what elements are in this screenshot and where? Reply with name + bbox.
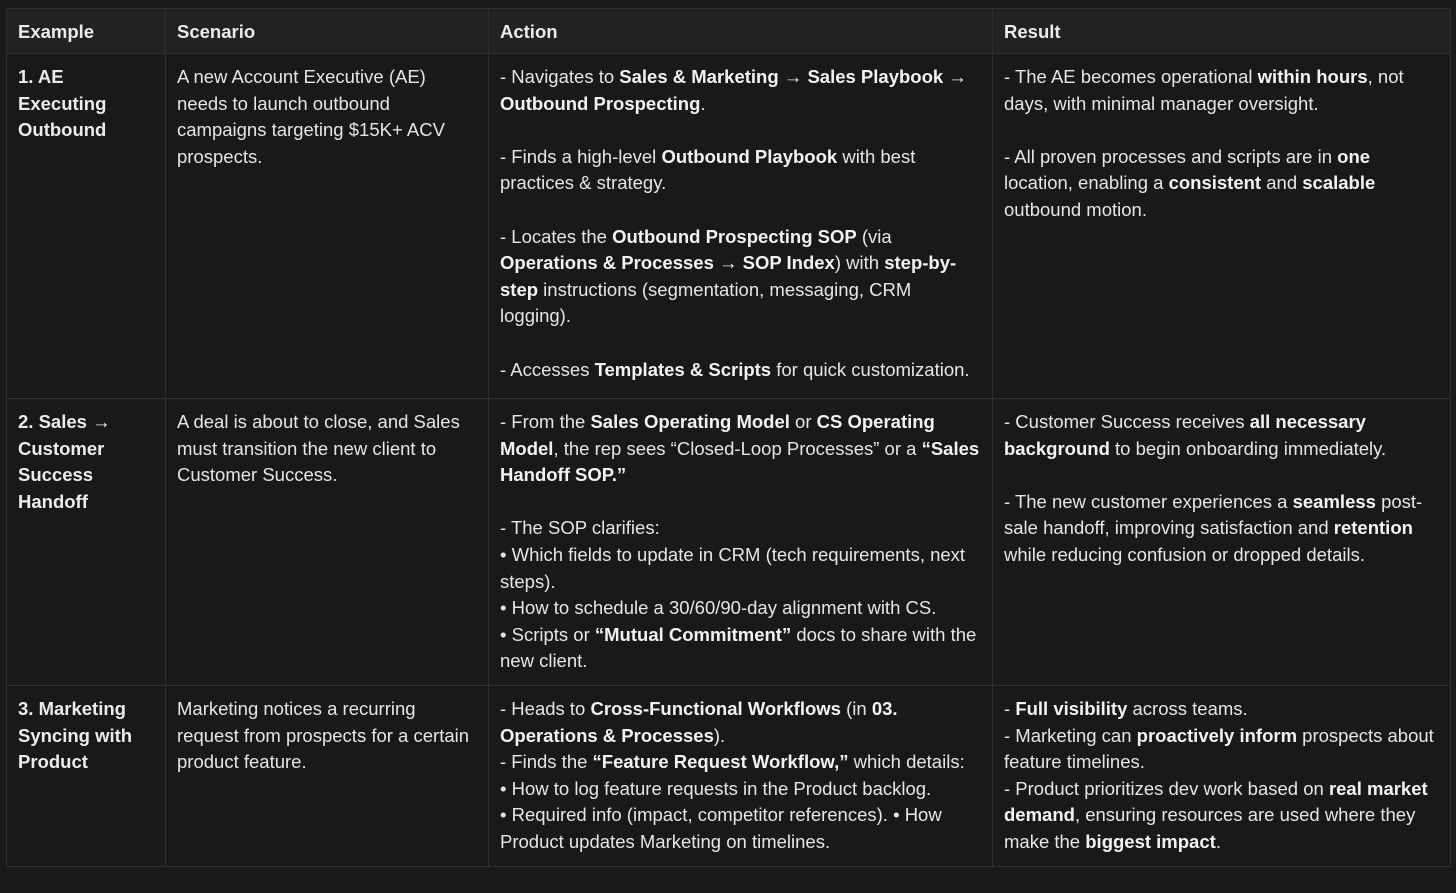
bold-text: real market demand xyxy=(1004,777,1428,826)
text-run: - Customer Success receives xyxy=(1004,411,1250,432)
table-row xyxy=(7,399,1451,686)
text-run: - The new customer experiences a xyxy=(1004,490,1293,512)
bold-text: Sales Playbook xyxy=(807,66,944,87)
text-run: - Finds the xyxy=(500,751,593,773)
cell-paragraph xyxy=(500,696,982,749)
text-run: • How to schedule a 30/60/90-day alignment with CS. xyxy=(500,597,937,619)
bold-text: Outbound Prospecting xyxy=(500,92,701,114)
cell-paragraph xyxy=(1004,723,1440,776)
action-cell xyxy=(489,685,993,866)
example-cell: 1. AE Executing Outbound xyxy=(7,54,166,399)
text-run: across teams. xyxy=(1127,697,1248,719)
text-run: • Which fields to update in CRM (tech requirements, next steps). xyxy=(500,543,966,592)
scenario-cell: Marketing notices a recurring request from prospects for a certain product feature. xyxy=(166,685,489,866)
bold-text: within hours xyxy=(1257,66,1368,87)
text-run: to begin onboarding immediately. xyxy=(1109,437,1387,459)
text-run: . xyxy=(700,92,706,114)
bold-text: SOP Index xyxy=(742,252,835,274)
bold-text: all necessary background xyxy=(1004,411,1366,459)
text-run: • Required info (impact, competitor references). • How Product updates Marketing on timelines. xyxy=(500,804,942,852)
cell-paragraph xyxy=(500,224,982,330)
text-run: • Scripts or xyxy=(500,623,595,645)
result-cell xyxy=(993,685,1451,866)
bold-text: Sales & Marketing xyxy=(619,66,779,87)
paragraph-gap xyxy=(500,117,982,144)
text-run: prospects about feature timelines. xyxy=(1004,724,1434,773)
text-run: → xyxy=(713,252,743,274)
header-action: Action xyxy=(489,9,993,54)
text-run: , ensuring resources are used where they make the xyxy=(1004,804,1416,852)
paragraph-gap xyxy=(1004,462,1440,489)
paragraph-gap xyxy=(1004,117,1440,144)
cell-paragraph xyxy=(1004,64,1440,117)
bold-text: Full visibility xyxy=(1015,697,1128,719)
bold-text: “Sales Handoff SOP.” xyxy=(500,437,980,486)
cell-paragraph xyxy=(500,64,982,117)
text-run: - Locates the xyxy=(500,225,613,247)
text-run: - Heads to xyxy=(500,697,591,719)
result-cell xyxy=(993,399,1451,686)
cell-paragraph xyxy=(500,749,982,776)
text-run: (via xyxy=(856,225,892,247)
text-run: docs to share with the new client. xyxy=(500,623,977,672)
text-run: ). xyxy=(713,724,726,746)
cell-paragraph xyxy=(500,802,982,855)
text-run: → xyxy=(778,66,808,87)
text-run: location, enabling a xyxy=(1004,172,1169,194)
bold-text: consistent xyxy=(1168,172,1262,194)
bold-text: Templates & Scripts xyxy=(594,358,772,380)
text-run: instructions (segmentation, messaging, CRM logging). xyxy=(500,278,912,327)
text-run: . xyxy=(1215,830,1221,852)
bold-text: “Mutual Commitment” xyxy=(594,623,792,645)
text-run: outbound motion. xyxy=(1004,198,1147,220)
bold-text: Outbound Prospecting SOP xyxy=(612,225,857,247)
cell-paragraph xyxy=(500,409,982,489)
cell-paragraph xyxy=(1004,696,1440,723)
table-row xyxy=(7,54,1451,399)
bold-text: Operations & Processes xyxy=(500,252,714,274)
example-cell: 3. Marketing Syncing with Product xyxy=(7,685,166,866)
result-cell xyxy=(993,54,1451,399)
cell-paragraph xyxy=(1004,776,1440,856)
header-example: Example xyxy=(7,9,166,54)
cell-paragraph xyxy=(1004,489,1440,569)
text-run: post-sale handoff, improving satisfaction and xyxy=(1004,490,1423,539)
example-cell: 2. Sales → Customer Success Handoff xyxy=(7,399,166,686)
scenarios-table xyxy=(6,8,1451,867)
text-run: while reducing confusion or dropped details. xyxy=(1004,543,1365,565)
text-run: with best practices & strategy. xyxy=(500,145,916,194)
bold-text: proactively inform xyxy=(1136,724,1298,746)
cell-paragraph xyxy=(500,595,982,622)
bold-text: “Feature Request Workflow,” xyxy=(592,751,849,773)
cell-paragraph xyxy=(500,776,982,803)
text-run: - Navigates to xyxy=(500,66,620,87)
text-run: - The AE becomes operational xyxy=(1004,66,1258,87)
cell-paragraph xyxy=(1004,409,1440,462)
text-run: - Accesses xyxy=(500,358,595,380)
cell-paragraph xyxy=(500,542,982,595)
text-run: , not days, with minimal manager oversight. xyxy=(1004,66,1404,114)
paragraph-gap xyxy=(500,489,982,516)
bold-text: Cross-Functional Workflows xyxy=(590,697,841,719)
bold-text: step-by-step xyxy=(500,252,957,300)
bold-text: Outbound Playbook xyxy=(661,145,838,167)
bold-text: retention xyxy=(1333,517,1413,539)
bold-text: seamless xyxy=(1292,490,1376,512)
table-header-row xyxy=(7,9,1451,54)
cell-paragraph xyxy=(500,144,982,197)
cell-paragraph xyxy=(500,622,982,675)
paragraph-gap xyxy=(500,197,982,224)
action-cell xyxy=(489,54,993,399)
text-run: - All proven processes and scripts are in xyxy=(1004,145,1338,167)
bold-text: biggest impact xyxy=(1085,830,1216,852)
bold-text: Sales Operating Model xyxy=(590,411,790,432)
paragraph-gap xyxy=(500,330,982,357)
text-run: - Marketing can xyxy=(1004,724,1137,746)
cell-paragraph xyxy=(1004,144,1440,224)
scenario-cell: A deal is about to close, and Sales must transition the new client to Customer Success. xyxy=(166,399,489,686)
bold-text: one xyxy=(1337,145,1371,167)
table-row xyxy=(7,685,1451,866)
text-run: - xyxy=(1004,697,1016,719)
text-run: (in xyxy=(840,697,872,719)
text-run: - Finds a high-level xyxy=(500,145,662,167)
text-run: - The SOP clarifies: xyxy=(500,517,660,539)
scenario-cell: A new Account Executive (AE) needs to launch outbound campaigns targeting $15K+ ACV prospects. xyxy=(166,54,489,399)
text-run: and xyxy=(1261,172,1303,194)
text-run: - Product prioritizes dev work based on xyxy=(1004,777,1329,799)
action-cell xyxy=(489,399,993,686)
header-result: Result xyxy=(993,9,1451,54)
cell-paragraph xyxy=(500,515,982,542)
bold-text: 03. Operations & Processes xyxy=(500,697,898,746)
text-run: - From the xyxy=(500,411,591,432)
bold-text: CS Operating Model xyxy=(500,411,935,459)
text-run: or xyxy=(789,411,817,432)
text-run: which details: xyxy=(848,751,965,773)
text-run: • How to log feature requests in the Product backlog. xyxy=(500,777,932,799)
text-run: , the rep sees “Closed-Loop Processes” or a xyxy=(553,437,922,459)
cell-paragraph xyxy=(500,357,982,384)
text-run: for quick customization. xyxy=(771,358,970,380)
text-run: → xyxy=(943,66,967,87)
text-run: ) with xyxy=(834,252,885,274)
bold-text: scalable xyxy=(1302,172,1376,194)
header-scenario: Scenario xyxy=(166,9,489,54)
